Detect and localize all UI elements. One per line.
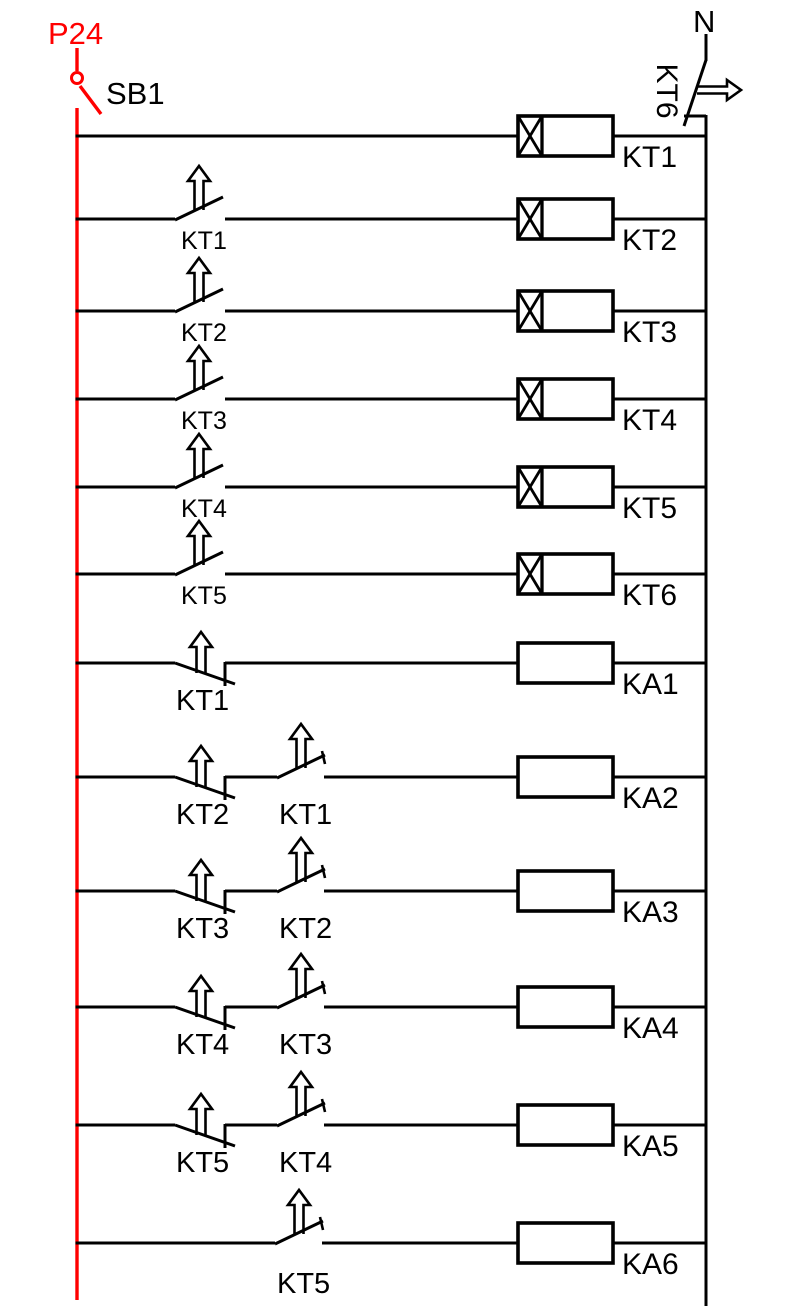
coil-label: KT5 [622, 492, 678, 525]
relay-coil-box [518, 1223, 613, 1263]
contact-blade [277, 755, 325, 778]
contact-blade [277, 985, 325, 1008]
contact-label: KT1 [279, 799, 333, 831]
coil-label: KT6 [622, 579, 678, 612]
switch-blade-sb1 [80, 86, 101, 114]
coil-label: KA1 [622, 668, 679, 701]
contact-blade [175, 289, 223, 312]
contact-label: KT2 [176, 799, 230, 831]
rail-label-n: N [693, 4, 716, 39]
contact-blade [277, 869, 325, 892]
coil-label: KT4 [622, 404, 678, 437]
relay-coil-box [518, 757, 613, 797]
contact-label: KT4 [279, 1147, 333, 1179]
coil-label: KA6 [622, 1248, 679, 1281]
relay-coil-box [518, 1105, 613, 1145]
delay-arrow-icon [190, 860, 212, 901]
contact-label: KT2 [279, 913, 333, 945]
contact-label: KT3 [176, 913, 230, 945]
contact-tip-tick [320, 1217, 323, 1230]
switch-terminal [72, 73, 83, 84]
contact-label: KT5 [176, 1147, 230, 1179]
contact-tip-tick [322, 751, 325, 764]
contact-blade [275, 1221, 323, 1244]
contact-tip-tick [322, 981, 325, 994]
timer-coil-box [518, 379, 613, 419]
coil-label: KT1 [622, 141, 678, 174]
contact-label: KT5 [181, 582, 227, 610]
contact-blade [175, 465, 223, 488]
timer-coil-box [518, 199, 613, 239]
contact-tip-tick [322, 865, 325, 878]
coil-label: KT2 [622, 224, 678, 257]
timer-coil-box [518, 116, 613, 156]
timer-coil-box [518, 291, 613, 331]
contact-label: KT3 [279, 1029, 333, 1061]
delay-arrow-icon [697, 80, 741, 100]
contact-blade [175, 552, 223, 575]
coil-label: KA5 [622, 1130, 679, 1163]
delay-arrow-icon [190, 746, 212, 787]
contact-tip-tick [322, 1099, 325, 1112]
coil-label: KA2 [622, 782, 679, 815]
coil-label: KA4 [622, 1012, 679, 1045]
switch-label-sb1: SB1 [106, 76, 165, 111]
contact-blade [175, 377, 223, 400]
contact-label: KT5 [277, 1268, 331, 1300]
contact-label: KT1 [176, 685, 230, 717]
timer-coil-box [518, 554, 613, 594]
contact-label: KT1 [181, 227, 227, 255]
relay-coil-box [518, 987, 613, 1027]
contact-label: KT3 [181, 407, 227, 435]
coil-label: KT3 [622, 316, 678, 349]
delay-arrow-icon [190, 632, 212, 673]
contact-label: KT4 [181, 495, 227, 523]
relay-coil-box [518, 871, 613, 911]
delay-arrow-icon [190, 1094, 212, 1135]
delay-arrow-icon [190, 976, 212, 1017]
coil-label: KA3 [622, 896, 679, 929]
contact-blade [277, 1103, 325, 1126]
contact-label-kt6: KT6 [650, 63, 683, 119]
contact-label: KT2 [181, 319, 227, 347]
contact-blade [175, 197, 223, 220]
contact-label: KT4 [176, 1029, 230, 1061]
relay-coil-box [518, 643, 613, 683]
timer-coil-box [518, 467, 613, 507]
rail-label-p24: P24 [48, 16, 104, 51]
